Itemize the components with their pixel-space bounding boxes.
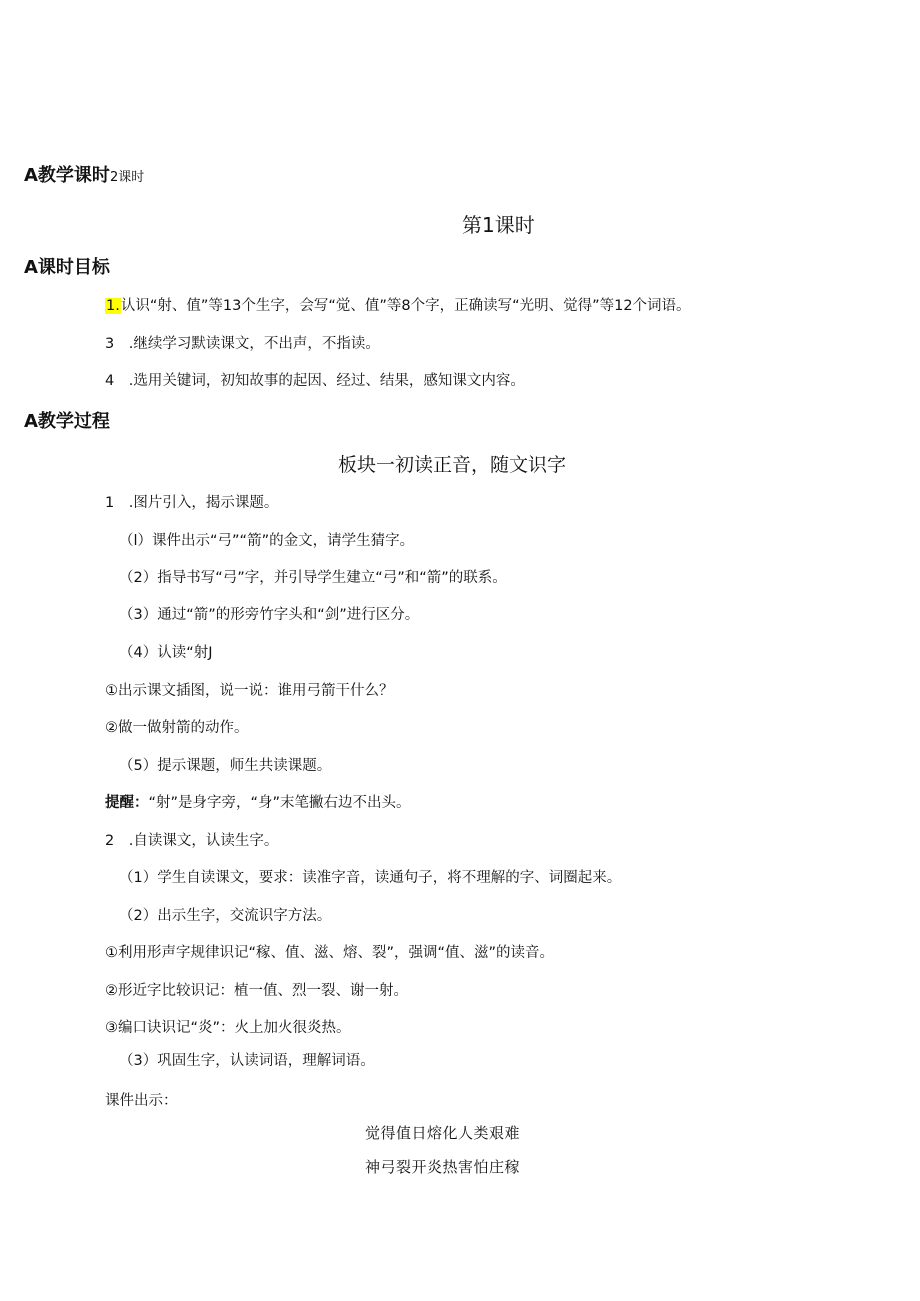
step-1-5: （5）提示课题，师生共读课题。: [119, 758, 332, 774]
characters-line-2: 神弓裂开炎热害怕庄稼: [365, 1158, 521, 1176]
step-2-2a: ①利用形声字规律识记“稼、值、滋、熔、裂”，强调“值、滋”的读音。: [105, 945, 555, 961]
teaching-hours-label: A教学课时: [24, 165, 110, 186]
process-heading: A教学过程: [24, 411, 110, 432]
step-1-3: （3）通过“箭”的形旁竹字头和“剑”进行区分。: [119, 607, 420, 623]
step-2-2: （2）出示生字，交流识字方法。: [119, 908, 332, 924]
step-2: 2 .自读课文，认读生字。: [105, 833, 279, 849]
lesson-title: 第1课时: [462, 213, 535, 237]
step-2-2b: ②形近字比较识记：植一值、烈一裂、谢一射。: [105, 983, 408, 999]
step-2-2c: ③编口诀识记“炎”：火上加火很炎热。: [105, 1020, 351, 1036]
block-title: 板块一初读正音，随文识字: [338, 454, 567, 476]
step-1-4: （4）认读“射J: [119, 645, 213, 661]
step-2-3: （3）巩固生字，认读词语，理解词语。: [119, 1053, 375, 1069]
teaching-hours-heading: [24, 167, 144, 185]
step-1-2: （2）指导书写“弓”字，并引导学生建立“弓”和“箭”的联系。: [119, 570, 507, 586]
step-1-1: （l）课件出示“弓”“箭”的金文，请学生猜字。: [119, 533, 415, 549]
goal-item-1: [105, 299, 691, 314]
step-1-4b: ②做一做射箭的动作。: [105, 720, 249, 736]
characters-line-1: 觉得值日熔化人类艰难: [365, 1124, 521, 1142]
tip-label: 提醒：: [105, 795, 149, 811]
goal-text-1: 认识“射、值”等13个生字，会写“觉、值”等8个字，正确读写“光明、觉得”等12个词语。: [120, 298, 691, 314]
goal-item-3: 4 .选用关键词，初知故事的起因、经过、结果，感知课文内容。: [105, 373, 525, 389]
step-1-4a: ①出示课文插图，说一说：谁用弓箭干什么？: [105, 683, 394, 699]
courseware-label: 课件出示：: [105, 1093, 178, 1109]
goal-number-highlight: 1.: [106, 298, 120, 314]
goal-item-2: 3 .继续学习默读课文，不出声，不指读。: [105, 336, 380, 352]
step-1: 1 .图片引入，揭示课题。: [105, 495, 279, 511]
tip-text: “射”是身字旁，“身”末笔撇右边不出头。: [148, 795, 411, 811]
tip: [105, 796, 411, 811]
teaching-hours-value: 2课时: [109, 170, 145, 185]
goals-heading: A课时目标: [24, 257, 110, 278]
step-2-1: （1）学生自读课文，要求：读准字音，读通句子，将不理解的字、词圈起来。: [119, 870, 622, 886]
